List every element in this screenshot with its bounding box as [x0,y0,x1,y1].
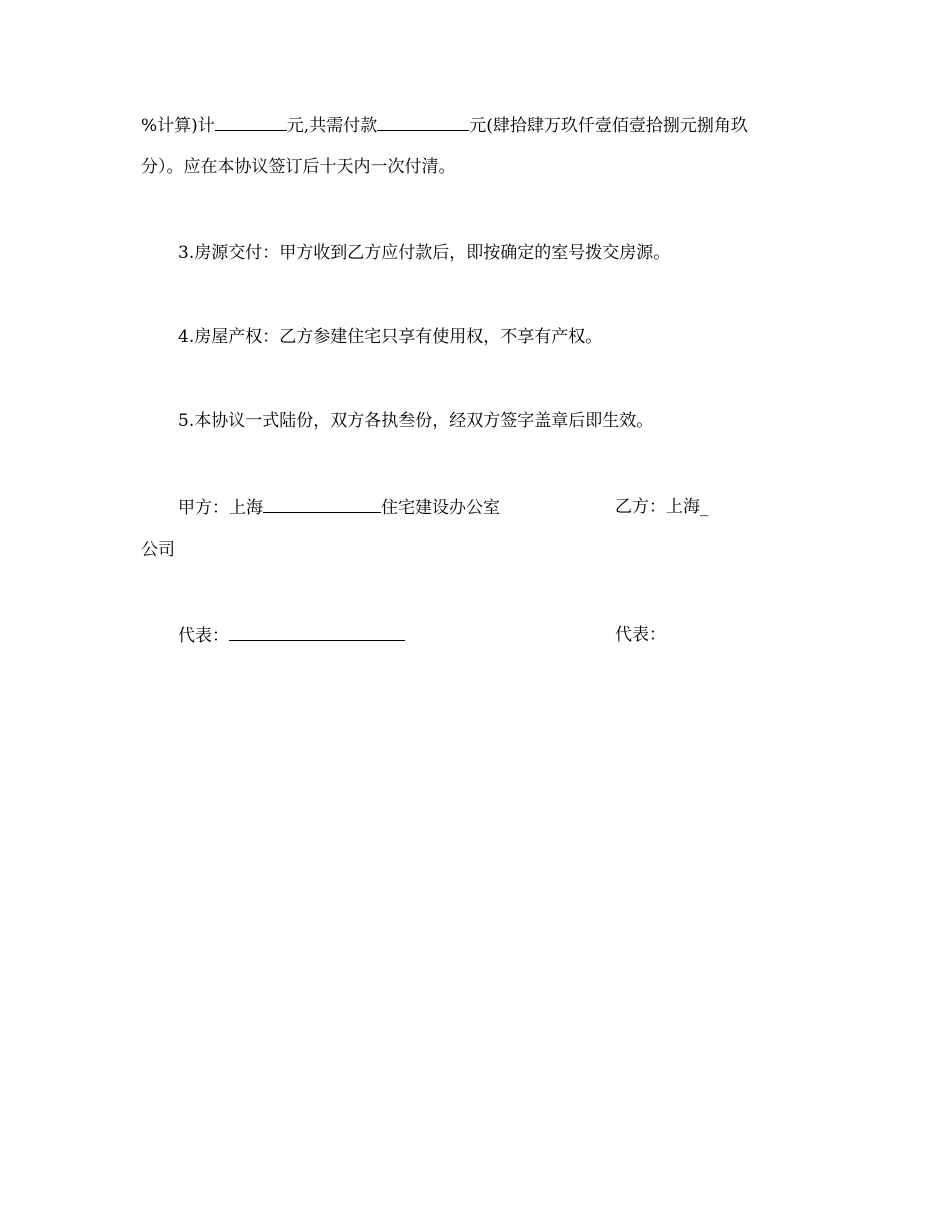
party-a-representative [178,624,405,647]
clause-5: 5.本协议一式陆份，双方各执叁份，经双方签字盖章后即生效。 [178,411,654,431]
party-a-prefix: 甲方：上海 [178,498,263,518]
party-a-rep-blank [229,624,405,641]
clause-4: 4.房屋产权：乙方参建住宅只享有使用权，不享有产权。 [178,327,603,347]
party-a-name-blank [263,496,381,513]
payment-text-a: %计算)计 [141,116,215,136]
payment-line-2: 分）。应在本协议签订后十天内一次付清。 [141,157,456,177]
payment-text-b: 元,共需付款 [286,116,378,136]
party-a-rep-label: 代表： [178,626,229,646]
party-b-continuation: 公司 [141,540,175,560]
party-a-suffix: 住宅建设办公室 [381,498,500,518]
party-a-line [178,496,500,519]
payment-line-1 [141,114,748,137]
party-b-line: 乙方：上海_ [615,497,709,517]
payment-text-c: 元(肆拾肆万玖仟壹佰壹拾捌元捌角玖 [469,116,748,136]
amount-blank-1 [215,114,287,131]
party-b-representative: 代表： [615,625,666,645]
amount-blank-2 [377,114,469,131]
clause-3: 3.房源交付：甲方收到乙方应付款后，即按确定的室号拨交房源。 [178,243,671,263]
